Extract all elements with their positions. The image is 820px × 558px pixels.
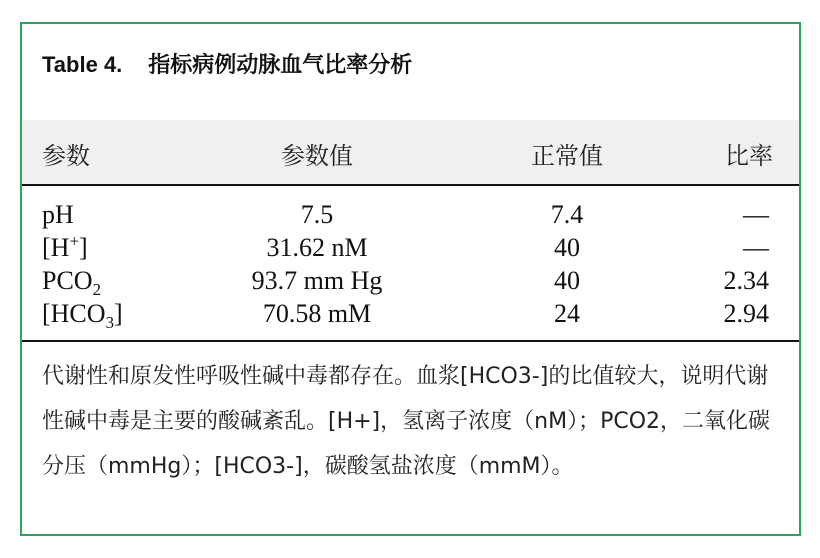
ratio-cell: 2.94	[723, 299, 769, 328]
param-name: PCO	[42, 266, 93, 295]
table-number: Table 4.	[42, 52, 123, 77]
param-tail: ]	[78, 233, 88, 262]
normal-cell: 40	[554, 266, 580, 295]
normal-cell: 40	[554, 233, 580, 262]
ratio-cell: —	[743, 200, 769, 229]
table-row	[22, 233, 799, 266]
param-sup: +	[69, 231, 79, 251]
table-body	[22, 200, 799, 340]
param-tail: ]	[114, 299, 123, 328]
normal-cell: 7.4	[550, 200, 584, 229]
header-param: 参数	[42, 142, 90, 170]
value-cell: 70.58 mM	[262, 299, 372, 328]
ratio-cell: 2.34	[723, 266, 769, 295]
table-row	[22, 299, 799, 332]
header-value: 参数值	[281, 142, 353, 170]
param-sub: 3	[105, 313, 115, 333]
table-caption: 指标病例动脉血气比率分析	[148, 52, 413, 77]
header-normal: 正常值	[531, 142, 603, 170]
param-name: [HCO	[42, 299, 106, 328]
param-sub: 2	[92, 280, 102, 300]
param-cell	[42, 200, 74, 230]
value-cell: 93.7 mm Hg	[251, 266, 383, 295]
table-row	[22, 266, 799, 299]
table-bottom-rule	[22, 340, 799, 342]
param-cell	[42, 233, 88, 263]
ratio-cell: —	[743, 233, 769, 262]
table-row	[22, 200, 799, 233]
table-frame	[20, 22, 801, 536]
param-name: [H	[42, 233, 70, 262]
value-cell: 31.62 nM	[266, 233, 368, 262]
value-cell: 7.5	[300, 200, 334, 229]
table-header	[22, 120, 799, 186]
param-cell	[42, 266, 102, 300]
param-cell	[42, 299, 123, 333]
table-footnote: 代谢性和原发性呼吸性碱中毒都存在。血浆[HCO3-]的比值较大，说明代谢性碱中毒是主要的酸碱紊乱。[H+]，氢离子浓度（nM）；PCO2，二氧化碳分压（mmHg）；[HCO3-]，碳酸氢盐浓度（mmM）。	[42, 364, 771, 479]
table-title	[42, 48, 412, 79]
param-name: pH	[42, 200, 74, 229]
header-ratio: 比率	[725, 142, 773, 170]
normal-cell: 24	[554, 299, 580, 328]
